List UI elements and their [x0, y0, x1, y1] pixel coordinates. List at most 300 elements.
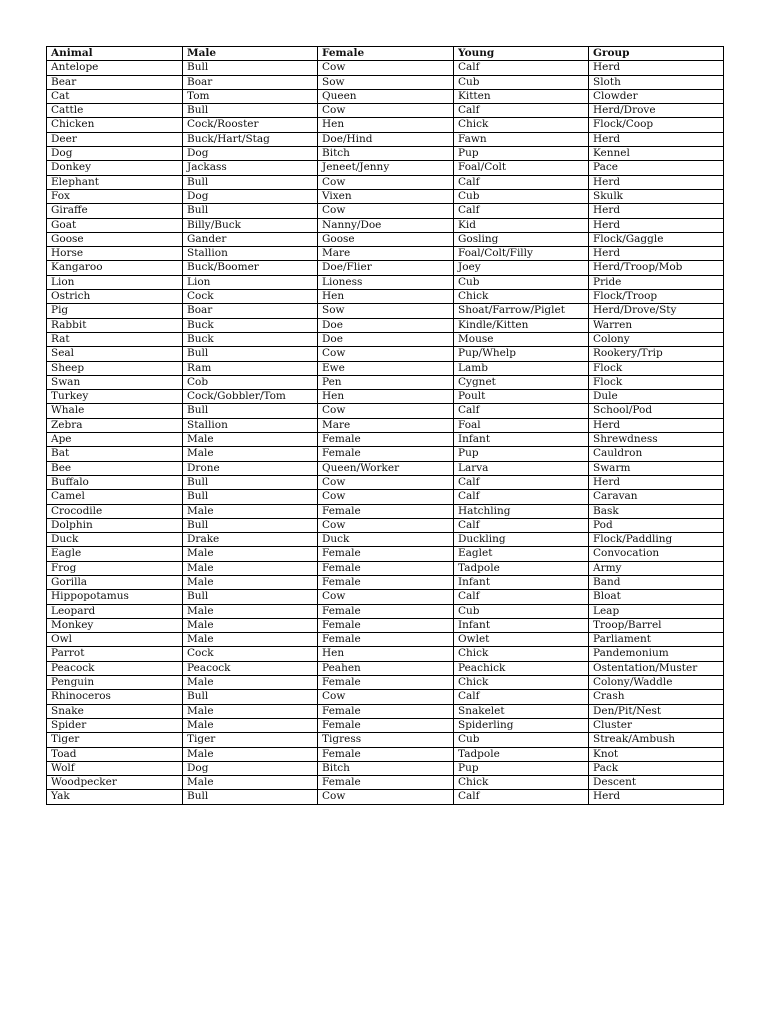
- cell-animal: Rat: [47, 332, 183, 346]
- cell-male: Bull: [183, 475, 318, 489]
- cell-male: Male: [183, 747, 318, 761]
- cell-group: Herd: [589, 61, 724, 75]
- cell-female: Female: [318, 504, 454, 518]
- cell-male: Male: [183, 561, 318, 575]
- cell-animal: Snake: [47, 704, 183, 718]
- cell-group: Herd/Drove: [589, 104, 724, 118]
- cell-female: Cow: [318, 204, 454, 218]
- cell-male: Buck/Hart/Stag: [183, 132, 318, 146]
- cell-young: Chick: [454, 647, 589, 661]
- cell-male: Bull: [183, 204, 318, 218]
- table-row: [47, 75, 724, 89]
- table-row: [47, 404, 724, 418]
- cell-young: Calf: [454, 490, 589, 504]
- cell-young: Fawn: [454, 132, 589, 146]
- cell-young: Foal: [454, 418, 589, 432]
- cell-animal: Sheep: [47, 361, 183, 375]
- cell-group: Descent: [589, 776, 724, 790]
- cell-male: Bull: [183, 790, 318, 804]
- table-row: [47, 161, 724, 175]
- cell-group: Bloat: [589, 590, 724, 604]
- cell-female: Sow: [318, 75, 454, 89]
- cell-male: Male: [183, 618, 318, 632]
- cell-animal: Parrot: [47, 647, 183, 661]
- table-row: [47, 218, 724, 232]
- cell-group: Army: [589, 561, 724, 575]
- table-row: [47, 590, 724, 604]
- cell-female: Cow: [318, 518, 454, 532]
- cell-male: Cock/Rooster: [183, 118, 318, 132]
- cell-animal: Seal: [47, 347, 183, 361]
- cell-young: Cub: [454, 75, 589, 89]
- cell-male: Male: [183, 718, 318, 732]
- cell-young: Calf: [454, 518, 589, 532]
- cell-young: Larva: [454, 461, 589, 475]
- cell-male: Stallion: [183, 247, 318, 261]
- cell-animal: Dog: [47, 147, 183, 161]
- table-row: [47, 290, 724, 304]
- cell-female: Queen/Worker: [318, 461, 454, 475]
- cell-group: Flock/Gaggle: [589, 232, 724, 246]
- cell-group: Crash: [589, 690, 724, 704]
- table-row: [47, 275, 724, 289]
- cell-female: Cow: [318, 175, 454, 189]
- cell-female: Female: [318, 575, 454, 589]
- cell-group: Herd: [589, 175, 724, 189]
- cell-male: Bull: [183, 175, 318, 189]
- cell-female: Vixen: [318, 189, 454, 203]
- cell-animal: Buffalo: [47, 475, 183, 489]
- table-row: [47, 647, 724, 661]
- cell-young: Chick: [454, 776, 589, 790]
- table-header-row: [47, 47, 724, 61]
- cell-animal: Donkey: [47, 161, 183, 175]
- cell-group: Flock/Coop: [589, 118, 724, 132]
- cell-group: Herd: [589, 247, 724, 261]
- cell-male: Bull: [183, 490, 318, 504]
- cell-male: Tom: [183, 89, 318, 103]
- cell-young: Gosling: [454, 232, 589, 246]
- cell-animal: Elephant: [47, 175, 183, 189]
- cell-group: Pod: [589, 518, 724, 532]
- cell-female: Cow: [318, 61, 454, 75]
- cell-animal: Goose: [47, 232, 183, 246]
- cell-male: Male: [183, 433, 318, 447]
- cell-female: Female: [318, 561, 454, 575]
- cell-animal: Monkey: [47, 618, 183, 632]
- table-row: [47, 147, 724, 161]
- cell-animal: Kangaroo: [47, 261, 183, 275]
- table-row: [47, 118, 724, 132]
- table-row: [47, 575, 724, 589]
- cell-group: Colony: [589, 332, 724, 346]
- cell-male: Cock: [183, 290, 318, 304]
- table-row: [47, 533, 724, 547]
- cell-male: Male: [183, 676, 318, 690]
- cell-female: Mare: [318, 247, 454, 261]
- cell-male: Peacock: [183, 661, 318, 675]
- cell-group: Caravan: [589, 490, 724, 504]
- table-row: [47, 104, 724, 118]
- cell-young: Snakelet: [454, 704, 589, 718]
- cell-male: Jackass: [183, 161, 318, 175]
- cell-female: Cow: [318, 790, 454, 804]
- cell-animal: Toad: [47, 747, 183, 761]
- cell-animal: Tiger: [47, 733, 183, 747]
- cell-male: Male: [183, 575, 318, 589]
- cell-group: Parliament: [589, 633, 724, 647]
- cell-group: Herd/Drove/Sty: [589, 304, 724, 318]
- cell-young: Cub: [454, 604, 589, 618]
- table-row: [47, 561, 724, 575]
- cell-female: Cow: [318, 347, 454, 361]
- cell-group: Flock/Paddling: [589, 533, 724, 547]
- cell-animal: Pig: [47, 304, 183, 318]
- table-row: [47, 733, 724, 747]
- cell-group: Pace: [589, 161, 724, 175]
- cell-animal: Ostrich: [47, 290, 183, 304]
- cell-male: Billy/Buck: [183, 218, 318, 232]
- cell-female: Cow: [318, 404, 454, 418]
- cell-female: Jeneet/Jenny: [318, 161, 454, 175]
- animal-terms-table: [46, 46, 724, 805]
- cell-animal: Whale: [47, 404, 183, 418]
- cell-young: Tadpole: [454, 561, 589, 575]
- table-row: [47, 761, 724, 775]
- cell-female: Female: [318, 433, 454, 447]
- cell-animal: Hippopotamus: [47, 590, 183, 604]
- cell-young: Chick: [454, 290, 589, 304]
- cell-female: Peahen: [318, 661, 454, 675]
- cell-female: Mare: [318, 418, 454, 432]
- cell-female: Female: [318, 718, 454, 732]
- cell-group: Rookery/Trip: [589, 347, 724, 361]
- cell-group: Kennel: [589, 147, 724, 161]
- cell-animal: Goat: [47, 218, 183, 232]
- cell-female: Hen: [318, 118, 454, 132]
- cell-group: Convocation: [589, 547, 724, 561]
- cell-male: Boar: [183, 75, 318, 89]
- cell-female: Lioness: [318, 275, 454, 289]
- cell-male: Boar: [183, 304, 318, 318]
- table-row: [47, 776, 724, 790]
- cell-young: Calf: [454, 404, 589, 418]
- cell-male: Bull: [183, 104, 318, 118]
- cell-young: Lamb: [454, 361, 589, 375]
- cell-group: Pack: [589, 761, 724, 775]
- cell-animal: Duck: [47, 533, 183, 547]
- cell-animal: Turkey: [47, 390, 183, 404]
- cell-young: Chick: [454, 118, 589, 132]
- cell-female: Doe: [318, 318, 454, 332]
- cell-young: Tadpole: [454, 747, 589, 761]
- cell-young: Foal/Colt: [454, 161, 589, 175]
- cell-female: Doe: [318, 332, 454, 346]
- cell-young: Hatchling: [454, 504, 589, 518]
- cell-group: Shrewdness: [589, 433, 724, 447]
- cell-animal: Wolf: [47, 761, 183, 775]
- cell-female: Female: [318, 604, 454, 618]
- cell-group: Den/Pit/Nest: [589, 704, 724, 718]
- cell-group: Knot: [589, 747, 724, 761]
- cell-young: Cub: [454, 733, 589, 747]
- cell-male: Male: [183, 776, 318, 790]
- cell-male: Male: [183, 604, 318, 618]
- cell-group: School/Pod: [589, 404, 724, 418]
- cell-animal: Cattle: [47, 104, 183, 118]
- cell-male: Bull: [183, 590, 318, 604]
- table-row: [47, 418, 724, 432]
- cell-male: Buck: [183, 318, 318, 332]
- table-row: [47, 318, 724, 332]
- cell-young: Calf: [454, 475, 589, 489]
- table-row: [47, 747, 724, 761]
- cell-young: Infant: [454, 575, 589, 589]
- cell-male: Dog: [183, 147, 318, 161]
- cell-male: Dog: [183, 189, 318, 203]
- cell-young: Pup/Whelp: [454, 347, 589, 361]
- table-row: [47, 461, 724, 475]
- cell-male: Bull: [183, 404, 318, 418]
- cell-male: Male: [183, 504, 318, 518]
- cell-animal: Ape: [47, 433, 183, 447]
- cell-group: Skulk: [589, 189, 724, 203]
- cell-young: Calf: [454, 61, 589, 75]
- cell-female: Female: [318, 776, 454, 790]
- table-row: [47, 661, 724, 675]
- cell-male: Buck: [183, 332, 318, 346]
- cell-group: Pandemonium: [589, 647, 724, 661]
- table-row: [47, 633, 724, 647]
- cell-animal: Gorilla: [47, 575, 183, 589]
- cell-female: Bitch: [318, 147, 454, 161]
- cell-animal: Horse: [47, 247, 183, 261]
- cell-animal: Deer: [47, 132, 183, 146]
- cell-male: Bull: [183, 347, 318, 361]
- cell-young: Chick: [454, 676, 589, 690]
- cell-female: Female: [318, 633, 454, 647]
- cell-female: Cow: [318, 690, 454, 704]
- table-row: [47, 189, 724, 203]
- cell-animal: Cat: [47, 89, 183, 103]
- cell-young: Cygnet: [454, 375, 589, 389]
- cell-animal: Frog: [47, 561, 183, 575]
- cell-young: Pup: [454, 761, 589, 775]
- cell-young: Spiderling: [454, 718, 589, 732]
- cell-female: Female: [318, 704, 454, 718]
- table-row: [47, 718, 724, 732]
- cell-young: Calf: [454, 204, 589, 218]
- table-row: [47, 704, 724, 718]
- cell-group: Flock/Troop: [589, 290, 724, 304]
- cell-female: Queen: [318, 89, 454, 103]
- table-row: [47, 332, 724, 346]
- table-body: [47, 61, 724, 804]
- cell-female: Tigress: [318, 733, 454, 747]
- cell-group: Swarm: [589, 461, 724, 475]
- cell-female: Doe/Hind: [318, 132, 454, 146]
- table-row: [47, 618, 724, 632]
- cell-animal: Zebra: [47, 418, 183, 432]
- cell-male: Gander: [183, 232, 318, 246]
- table-row: [47, 518, 724, 532]
- cell-male: Male: [183, 704, 318, 718]
- table-row: [47, 490, 724, 504]
- cell-young: Kitten: [454, 89, 589, 103]
- cell-male: Bull: [183, 61, 318, 75]
- column-header-male: Male: [183, 47, 318, 61]
- cell-group: Herd: [589, 218, 724, 232]
- cell-group: Ostentation/Muster: [589, 661, 724, 675]
- cell-group: Herd: [589, 132, 724, 146]
- cell-group: Colony/Waddle: [589, 676, 724, 690]
- cell-young: Peachick: [454, 661, 589, 675]
- table-row: [47, 547, 724, 561]
- cell-male: Male: [183, 447, 318, 461]
- cell-female: Female: [318, 547, 454, 561]
- cell-animal: Dolphin: [47, 518, 183, 532]
- cell-animal: Swan: [47, 375, 183, 389]
- table-row: [47, 361, 724, 375]
- cell-female: Sow: [318, 304, 454, 318]
- cell-group: Band: [589, 575, 724, 589]
- cell-young: Infant: [454, 433, 589, 447]
- cell-female: Hen: [318, 390, 454, 404]
- cell-animal: Eagle: [47, 547, 183, 561]
- cell-young: Owlet: [454, 633, 589, 647]
- cell-young: Foal/Colt/Filly: [454, 247, 589, 261]
- table-row: [47, 175, 724, 189]
- cell-male: Male: [183, 547, 318, 561]
- cell-group: Streak/Ambush: [589, 733, 724, 747]
- cell-young: Calf: [454, 175, 589, 189]
- cell-male: Tiger: [183, 733, 318, 747]
- cell-young: Joey: [454, 261, 589, 275]
- cell-animal: Lion: [47, 275, 183, 289]
- cell-female: Duck: [318, 533, 454, 547]
- cell-female: Hen: [318, 647, 454, 661]
- cell-animal: Fox: [47, 189, 183, 203]
- table-row: [47, 232, 724, 246]
- cell-group: Herd: [589, 790, 724, 804]
- cell-animal: Bee: [47, 461, 183, 475]
- cell-animal: Owl: [47, 633, 183, 647]
- cell-female: Ewe: [318, 361, 454, 375]
- table-row: [47, 475, 724, 489]
- column-header-animal: Animal: [47, 47, 183, 61]
- cell-young: Calf: [454, 790, 589, 804]
- table-row: [47, 132, 724, 146]
- cell-group: Troop/Barrel: [589, 618, 724, 632]
- cell-male: Buck/Boomer: [183, 261, 318, 275]
- cell-animal: Rabbit: [47, 318, 183, 332]
- cell-young: Pup: [454, 447, 589, 461]
- cell-animal: Bat: [47, 447, 183, 461]
- column-header-young: Young: [454, 47, 589, 61]
- table-row: [47, 447, 724, 461]
- table-row: [47, 433, 724, 447]
- cell-male: Drake: [183, 533, 318, 547]
- cell-male: Bull: [183, 518, 318, 532]
- cell-group: Herd: [589, 418, 724, 432]
- cell-male: Male: [183, 633, 318, 647]
- cell-animal: Yak: [47, 790, 183, 804]
- cell-female: Doe/Flier: [318, 261, 454, 275]
- cell-group: Bask: [589, 504, 724, 518]
- cell-female: Pen: [318, 375, 454, 389]
- table-row: [47, 390, 724, 404]
- cell-animal: Crocodile: [47, 504, 183, 518]
- cell-animal: Camel: [47, 490, 183, 504]
- table-row: [47, 89, 724, 103]
- cell-animal: Peacock: [47, 661, 183, 675]
- cell-young: Pup: [454, 147, 589, 161]
- table-row: [47, 375, 724, 389]
- cell-female: Bitch: [318, 761, 454, 775]
- column-header-female: Female: [318, 47, 454, 61]
- cell-female: Cow: [318, 590, 454, 604]
- cell-male: Lion: [183, 275, 318, 289]
- cell-male: Stallion: [183, 418, 318, 432]
- cell-group: Sloth: [589, 75, 724, 89]
- cell-male: Drone: [183, 461, 318, 475]
- column-header-group: Group: [589, 47, 724, 61]
- cell-young: Cub: [454, 189, 589, 203]
- cell-female: Goose: [318, 232, 454, 246]
- cell-female: Female: [318, 447, 454, 461]
- cell-male: Ram: [183, 361, 318, 375]
- cell-group: Cluster: [589, 718, 724, 732]
- cell-young: Mouse: [454, 332, 589, 346]
- cell-young: Poult: [454, 390, 589, 404]
- cell-young: Kid: [454, 218, 589, 232]
- cell-male: Dog: [183, 761, 318, 775]
- cell-young: Calf: [454, 690, 589, 704]
- cell-female: Female: [318, 747, 454, 761]
- cell-group: Leap: [589, 604, 724, 618]
- cell-group: Warren: [589, 318, 724, 332]
- table-row: [47, 604, 724, 618]
- table-row: [47, 690, 724, 704]
- cell-animal: Giraffe: [47, 204, 183, 218]
- cell-group: Herd: [589, 475, 724, 489]
- table-row: [47, 790, 724, 804]
- cell-animal: Bear: [47, 75, 183, 89]
- cell-animal: Penguin: [47, 676, 183, 690]
- table-row: [47, 61, 724, 75]
- cell-young: Kindle/Kitten: [454, 318, 589, 332]
- cell-animal: Leopard: [47, 604, 183, 618]
- table-row: [47, 347, 724, 361]
- table-row: [47, 504, 724, 518]
- cell-male: Bull: [183, 690, 318, 704]
- table-row: [47, 247, 724, 261]
- cell-young: Cub: [454, 275, 589, 289]
- cell-group: Cauldron: [589, 447, 724, 461]
- table-row: [47, 261, 724, 275]
- cell-female: Hen: [318, 290, 454, 304]
- cell-young: Infant: [454, 618, 589, 632]
- cell-group: Flock: [589, 375, 724, 389]
- table-row: [47, 204, 724, 218]
- cell-young: Calf: [454, 104, 589, 118]
- cell-young: Eaglet: [454, 547, 589, 561]
- cell-animal: Rhinoceros: [47, 690, 183, 704]
- cell-female: Nanny/Doe: [318, 218, 454, 232]
- cell-male: Cob: [183, 375, 318, 389]
- cell-group: Pride: [589, 275, 724, 289]
- table-row: [47, 676, 724, 690]
